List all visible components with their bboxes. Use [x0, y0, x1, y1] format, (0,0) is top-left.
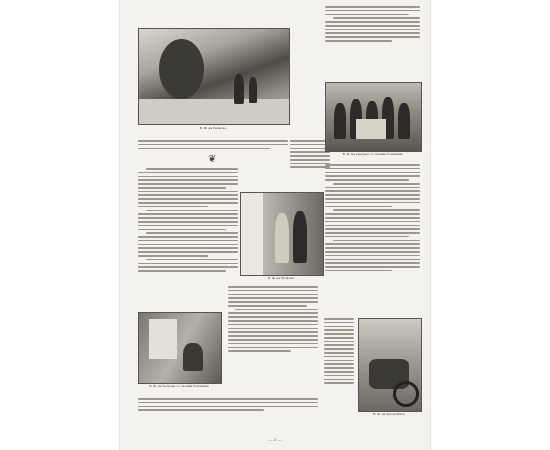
photo-top-right-caption: В. Ф. на крыльце со своими близкими	[342, 152, 403, 156]
photo-top-right	[325, 82, 422, 152]
body-text-right-lower	[324, 318, 354, 386]
photo-center-caption: В. Ф. на балконе	[267, 276, 295, 280]
photo-bottom-left-caption: В. Ф. на балконе со своими близкими	[149, 384, 209, 388]
photo-top-left-caption: В. Ф. на балконе	[199, 126, 227, 130]
body-text-left-column	[138, 140, 288, 151]
section-ornament: ❦	[208, 154, 217, 165]
photo-top-left	[138, 28, 290, 125]
body-text-right-column	[325, 164, 420, 274]
photo-bottom-left	[138, 312, 222, 384]
body-text-middle-column	[290, 140, 330, 170]
body-text-center-lower	[228, 286, 318, 354]
photo-bottom-right	[358, 318, 422, 412]
photo-bottom-right-caption: В. Ф. на автомобиле	[373, 412, 405, 416]
body-text-right-column-top	[325, 6, 420, 44]
body-text-bottom	[138, 398, 318, 413]
page-number: — 3 —	[268, 437, 282, 442]
body-text-left-column-2	[138, 168, 238, 274]
page-sheet	[120, 0, 430, 450]
photo-center	[240, 192, 324, 276]
